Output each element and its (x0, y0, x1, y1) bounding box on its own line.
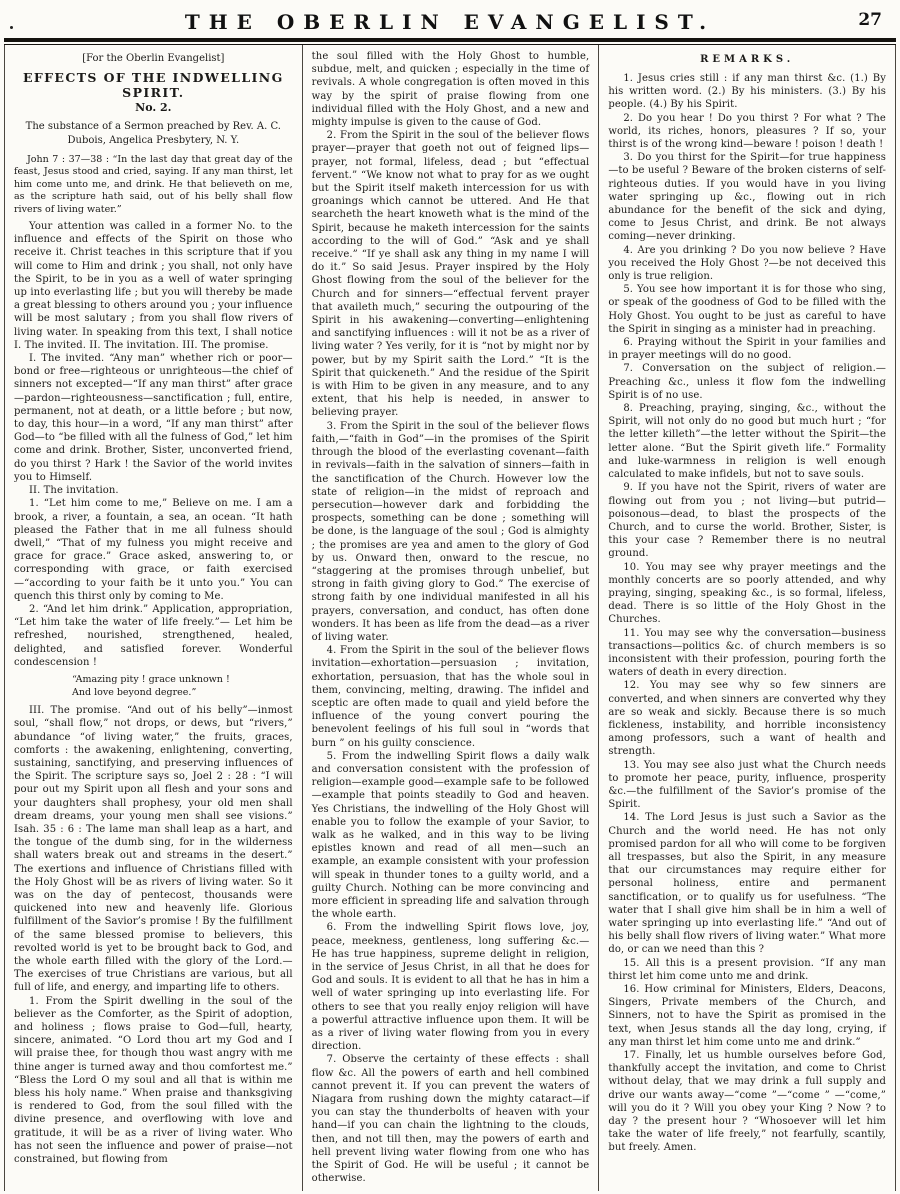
remark-item: 10. You may see why prayer meetings and the monthly concerts are so poorly attended, and why praying, singing, speaking &c., is so formal, lifeless, dead. There is so little of the Holy Ghost in the Churches. (608, 561, 886, 626)
column-1 (5, 45, 302, 1191)
remark-item: 17. Finally, let us humble ourselves before God, thankfully accept the invitation, and come to Christ without delay, that we may drink a full supply and drive our wants away—“come ”—“come ” —“come,” will you do it ? Will you obey your King ? Now ? to day ? the present hour ? “Whosoever will let him take the water of life freely,” not fearfully, scantily, but freely. Amen. (608, 1050, 886, 1154)
contribution-line: [For the Oberlin Evangelist] (82, 53, 225, 64)
paragraph: Your attention was called in a former No. to the influence and effects of the Spirit on those who receive it. Christ teaches in this scripture that if you will come to Him and drink ; you shall, not only have the Spirit, to be in you as a well of water springing up into everlasting life ; but you will thereby be made a great blessing to others around you ; your influence will be most salutary ; from you shall flow rivers of living water. In speaking from this text, I shall notice I. The invited. II. The invitation. III. The promise. (14, 221, 293, 351)
remark-item: 14. The Lord Jesus is just such a Savior as the Church and the world need. He has not only promised pardon for all who will come to be forgiven all trespasses, but also the Spirit, in any measure that our circumstances may require either for personal holiness, entire and permanent sanctification, or to qualify us for usefulness. “The water that I shall give him shall be in him a well of water springing up into everlasting life.” “And out of his belly shall flow rivers of living water.” What more do, or can we need than this ? (608, 812, 886, 956)
remark-item: 2. Do you hear ! Do you thirst ? For what ? The world, its riches, honors, pleasures ? If so, your thirst is of the wrong kind—beware ! poison ! death ! (608, 112, 886, 151)
paragraph: 1. “Let him come to me,” Believe on me. I am a brook, a river, a fountain, a sea, an ocean. “It hath pleased the Father that in me all fulness should dwell,” “That of my fulness you might receive and grace for grace.” Grace asked, answering to, or corresponding with grace, or faith exercised—“according to your faith be it unto you.” You can quench this thirst only by coming to Me. (14, 498, 293, 602)
section-heading-invitation: II. The invitation. (29, 485, 119, 497)
remark-item: 6. Praying without the Spirit in your families and in prayer meetings will do no good. (608, 337, 886, 362)
paragraph: 1. From the Spirit dwelling in the soul of the believer as the Comforter, as the Spirit of adoption, and holiness ; flows praise to God—full, hearty, sincere, animated. “O Lord thou art my God and I will praise thee, for though thou wast angry with me thine anger is turned away and thou comfortest me.” “Bless the Lord O my soul and all that is within me bless his holy name.” When praise and thanksgiving is rendered to God, from the soul filled with the divine presence, and overflowing with love and gratitude, it will be as a river of living water. Who has not seen the influence and power of praise—not constrained, but flowing from (14, 995, 293, 1166)
remark-item: 3. Do you thirst for the Spirit—for true happiness—to be useful ? Beware of the broken cisterns of self-righteous duties. If you would have in you living water springing up &c., flowing out in rich abundance for the benefit of the sick and dying, come to Jesus Christ, and drink. Be not always coming—never drinking. (608, 152, 886, 243)
column-3 (598, 45, 895, 1191)
hymn-verse (72, 674, 293, 699)
remark-item: 12. You may see why so few sinners are converted, and when sinners are converted why they are so weak and sickly. Because there is so much fickleness, instability, and horrible inconsistency among professors, such a want of health and strength. (608, 680, 886, 758)
remark-item: 7. Conversation on the subject of religion.— Preaching &c., unless it flow fom the indwelling Spirit is of no use. (608, 363, 886, 401)
byline: The substance of a Sermon preached by Rev. A. C. Dubois, Angelica Presbytery, N. Y. (25, 121, 281, 146)
remark-item: 8. Preaching, praying, singing, &c., without the Spirit, will not only do no good but much hurt ; “for the letter killeth”—the letter without the Spirit—the letter alone. “But the Spirit giveth life.” Formality and luke-warmness in religion is well enough calculated to make infidels, but not to save souls. (608, 403, 886, 481)
paragraph: 7. Observe the certainty of these effects : shall flow &c. All the powers of earth and hell combined cannot prevent it. If you can prevent the waters of Niagara from rushing down the mighty cataract—if you can stay the thunderbolts of heaven with your hand—if you can chain the lightning to the clouds, then, and not till then, may the powers of earth and hell prevent living water flowing from one who has the Spirit of God. He will be useful ; it cannot be otherwise. (311, 1054, 590, 1185)
remark-item: 4. Are you drinking ? Do you now believe ? Have you received the Holy Ghost ?—be not deceived this only is true religion. (608, 244, 886, 283)
paragraph: 2. “And let him drink.” Application, appropriation, “Let him take the water of life freely.”— Let him be refreshed, nourished, strengthened, healed, delighted, and satisfied forever. Wonderful condescension ! (14, 603, 293, 668)
paragraph: the soul filled with the Holy Ghost to humble, subdue, melt, and quicken ; especially in the time of revivals. A whole congregation is often moved in this way by the spirit of praise flowing from one individual filled with the Holy Ghost, and a new and mighty impulse is given to the cause of God. (311, 51, 590, 129)
paragraph: 3. From the Spirit in the soul of the believer flows faith,—“faith in God”—in the promises of the Spirit through the blood of the everlasting covenant—faith in revivals—faith in the salvation of sinners—faith in the sanctification of the Church. However low the state of religion—in the midst of reproach and persecution—however dark and forbidding the prospects, something can be done ; something will be done, is the language of the soul ; God is almighty ; the promises are yea and amen to the glory of God by us. Onward then, onward to the rescue, no “staggering at the promises through unbelief, but strong in faith giving glory to God.” The exercise of strong faith by one individual manifested in all his prayers, conversation, and conduct, has often done wonders. It has been as life from the dead—as a river of living water. (311, 420, 590, 643)
article-columns (4, 45, 896, 1191)
paragraph: 5. From the indwelling Spirit flows a daily walk and conversation consistent with the profession of religion—example good—example safe to be followed—example that points steadily to God and heaven. Yes Christians, the indwelling of the Holy Ghost will enable you to follow the example of your Savior, to walk as he walked, and in this way to be living epistles known and read of all men—such an example, an example consistent with your profession will speak in thunder tones to a guilty world, and a guilty Church. Nothing can be more convincing and more efficient in spreading life and salvation through the whole earth. (311, 750, 590, 921)
paragraph: 6. From the indwelling Spirit flows love, joy, peace, meekness, gentleness, long suffering &c.— He has true happiness, supreme delight in religion, in the service of Jesus Christ, in all that he does for God and souls. It is evident to all that he has in him a well of water springing up into everlasting life. For others to see that you really enjoy religion will have a powerful attractive influence upon them. It will be as a river of living water flowing from you in every direction. (311, 922, 590, 1053)
paragraph: I. The invited. “Any man” whether rich or poor—bond or free—righteous or unrighteous—the chief of sinners not excepted—“If any man thirst” after grace—pardon—righteousness—sanctification ; full, entire, permanent, not at death, or a little before ; but now, to day, this hour—in a word, “If any man thirst” after God—to “be filled with all the fulness of God,” let him come and drink. Brother, Sister, unconverted friend, do you thirst ? Hark ! the Savior of the world invites you to Himself. (14, 353, 293, 483)
paragraph: III. The promise. “And out of his belly”—inmost soul, “shall flow,” not drops, or dews, but “rivers,” abundance “of living water,” the fruits, graces, comforts : the awakening, enlightening, converting, sustaining, sanctifying, and preserving influences of the Spirit. The scripture says so, Joel 2 : 28 : “I will pour out my Spirit upon all flesh and your sons and your daughters shall prophesy, your old men shall dream dreams, your young men shall see visions.” Isah. 35 : 6 : The lame man shall leap as a hart, and the tongue of the dumb sing, for in the wilderness shall waters break out and streams in the desert.” The exertions and influence of Christians filled with the Holy Ghost will be as rivers of living water. So it was on the day of pentecost, thousands were quickened into new and heavenly life. Glorious fulfillment of the Savior’s promise ! By the fulfillment of the same blessed promise to believers, this revolted world is yet to be brought back to God, and the whole earth filled with the glory of the Lord.— The exercises of true Christians are various, but all full of life, and energy, and imparting life to others. (14, 705, 293, 994)
column-2 (302, 45, 599, 1191)
verse-line: “Amazing pity ! grace unknown ! (72, 673, 230, 685)
remark-item: 9. If you have not the Spirit, rivers of water are flowing out from you ; not living—but putrid—poisonous—dead, to blast the prospects of the Church, and to curse the world. Brother, Sister, is this your case ? Remember there is no neutral ground. (608, 482, 886, 560)
remarks-heading: REMARKS. (700, 54, 795, 65)
article-title: EFFECTS OF THE INDWELLING SPIRIT. (22, 70, 284, 100)
remark-item: 1. Jesus cries still : if any man thirst &c. (1.) By his written word. (2.) By his ministers. (3.) By his people. (4.) By his Spirit. (608, 73, 886, 111)
scripture-quote: John 7 : 37—38 : “In the last day that great day of the feast, Jesus stood and cried, saying. If any man thirst, let him come unto me, and drink. He that believeth on me, as the scripture hath said, out of his belly shall flow rivers of living water.” (14, 154, 293, 215)
remark-item: 15. All this is a present provision. “If any man thirst let him come unto me and drink. (608, 957, 886, 982)
masthead (0, 0, 900, 38)
page-number: 27 (858, 10, 882, 30)
remark-item: 11. You may see why the conversation—business transactions—politics &c. of church members is so inconsistent with their profession, pouring forth the waters of death in every direction. (608, 627, 886, 679)
paragraph: 4. From the Spirit in the soul of the believer flows invitation—exhortation—persuasion ; invitation, exhortation, persuasion, that has the whole soul in them, convincing, melting, drawing. The infidel and sceptic are often made to quail and yield before the influence of the young convert pouring the benevolent feelings of his full soul in “words that burn ” on his guilty conscience. (311, 645, 590, 749)
verse-line: And love beyond degree.” (72, 686, 197, 698)
paragraph: 2. From the Spirit in the soul of the believer flows prayer—prayer that goeth not out of feigned lips—prayer, not formal, lifeless, dead ; but “effectual fervent.” “We know not what to pray for as we ought but the Spirit itself maketh intercession for us with groanings which cannot be uttered. And He that searcheth the heart knoweth what is the mind of the Spirit, because he maketh intercession for the saints according to the will of God.” “Ask and ye shall receive.” “If ye shall ask any thing in my name I will do it.” So said Jesus. Prayer inspired by the Holy Ghost flowing from the soul of the believer for the Church and for sinners—“effectual fervent prayer that availeth much,” securing the outpouring of the Spirit in his awakening—converting—enlightening and sanctifying influences : will it not be as a river of living water ? Yes verily, for it is “not by might nor by power, but by my Spirit saith the Lord.” “It is the Spirit that quickeneth.” And the residue of the Spirit is with Him to be given in any measure, and to any extent, that his help is needed, in answer to believing prayer. (311, 130, 590, 419)
masthead-title: THE OBERLIN EVANGELIST. (184, 10, 716, 34)
remark-item: 16. How criminal for Ministers, Elders, Deacons, Singers, Private members of the Church, and Sinners, not to have the Spirit as promised in the text, when Jesus stands all the day long, crying, if any man thirst let him come unto me and drink.” (608, 984, 886, 1048)
remark-item: 13. You may see also just what the Church needs to promote her peace, purity, influence, prosperity &c.—the fulfillment of the Savior’s promise of the Spirit. (608, 759, 886, 811)
article-number: No. 2. (135, 101, 172, 114)
remark-item: 5. You see how important it is for those who sing, or speak of the goodness of God to be filled with the Holy Ghost. You ought to be just as careful to have the Spirit in singing as a minister had in preaching. (608, 284, 886, 335)
masthead-rule (4, 38, 896, 45)
